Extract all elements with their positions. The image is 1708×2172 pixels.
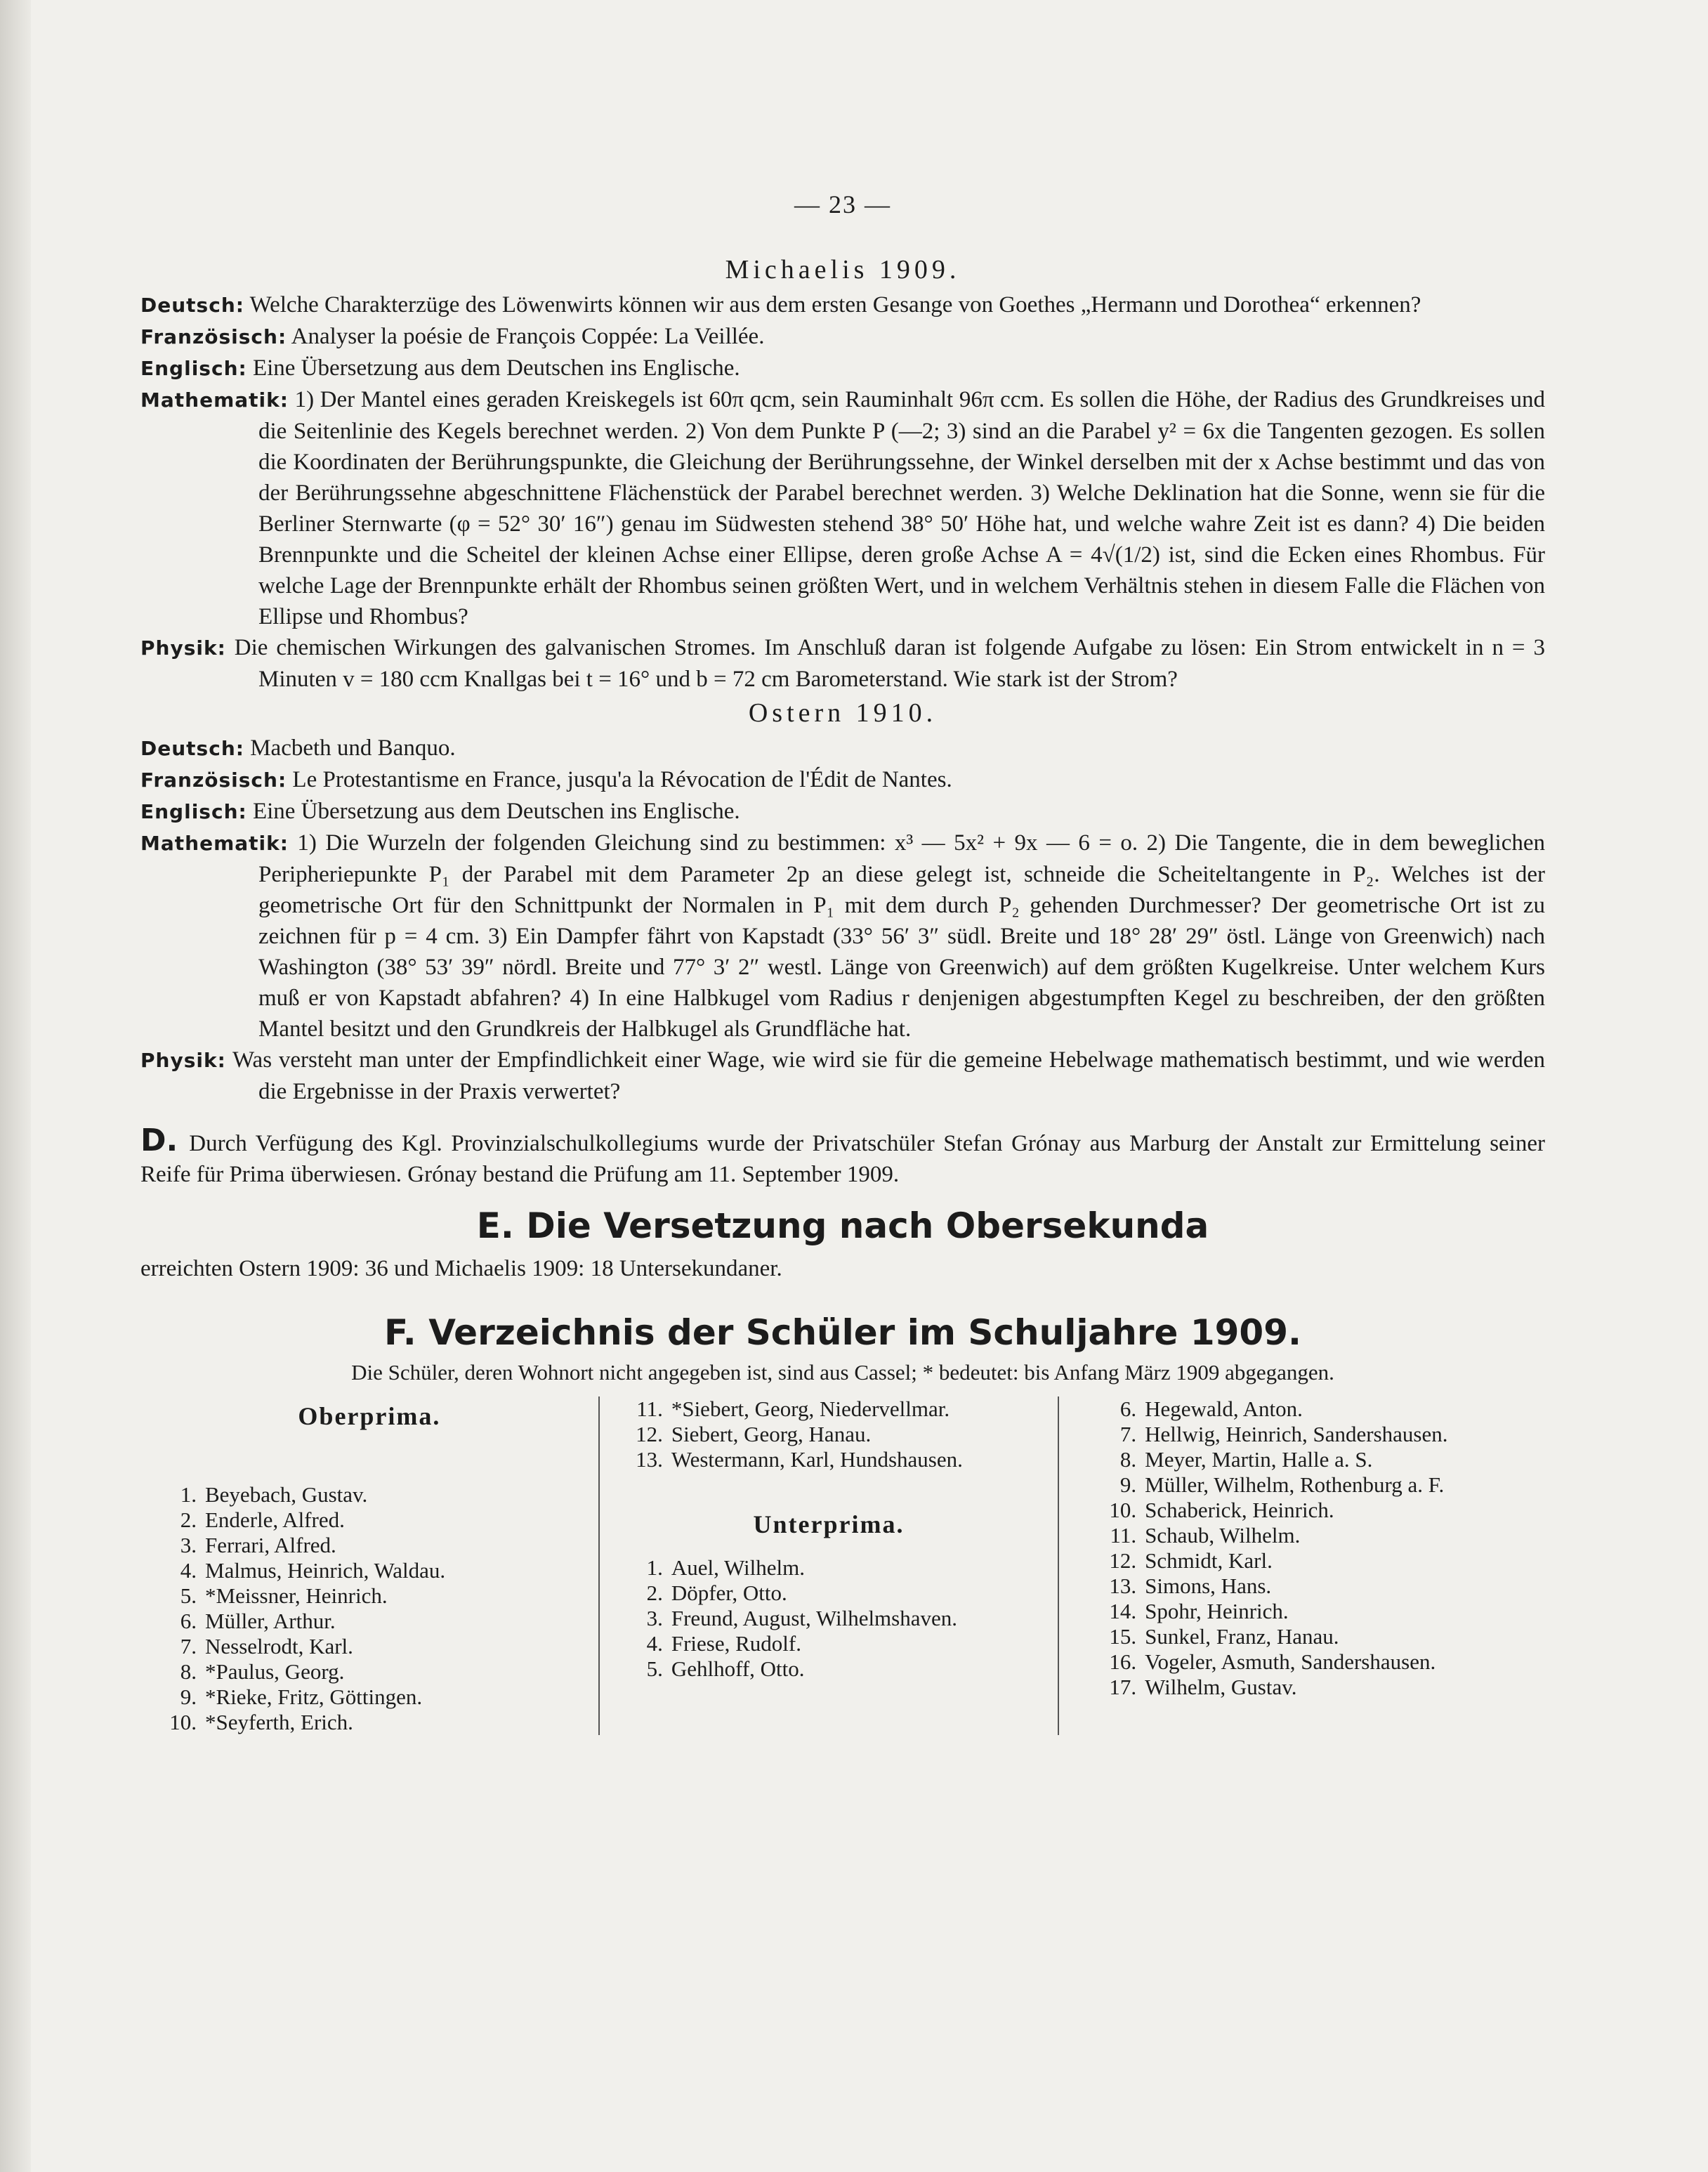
list-item — [140, 1558, 598, 1583]
exam-text: Welche Charakterzüge des Löwenwirts können wir aus dem ersten Gesange von Goethes „Hermann und Dorothea“ erkennen? — [249, 292, 1421, 318]
list-item — [140, 1609, 598, 1634]
exam-text: 1) Die Wurzeln der folgenden Gleichung sind zu bestimmen: x³ — 5x² + 9x — 6 = o. 2) Die Tangente, die in dem beweglichen Peripheriepunkte P₁ der Parabel mit dem Parameter 2p an diese gelegt ist, schneide die Scheiteltangente in P₂. Welches ist der geometrische Ort für den Schnittpunkt der Normalen in P₁ mit dem durch P₂ gehenden Durchmesser? Der geometrische Ort ist zu zeichnen für p = 4 cm. 3) Ein Dampfer fährt von Kapstadt (33° 56′ 3″ südl. Breite und 18° 28′ 29″ östl. Länge von Greenwich) nach Washington (38° 53′ 39″ nördl. Breite und 77° 3′ 2″ westl. Länge von Greenwich) auf dem größten Kugelkreise. Unter welchem Kurs muß er von Kapstadt abfahren? 4) In eine Halbkugel vom Radius r denjenigen abgestumpften Kegel zu beschreiben, der den größten Mantel besitzt und den Grundkreis der Halbkugel als Grundfläche hat. — [258, 830, 1546, 1042]
student-number: 16. — [1109, 1649, 1137, 1674]
list-item — [614, 1396, 1044, 1422]
student-number: 3. — [646, 1606, 663, 1630]
student-name: Simons, Hans. — [1145, 1574, 1272, 1598]
student-number: 1. — [646, 1555, 663, 1580]
exam-entry-englisch — [140, 353, 1545, 384]
list-item — [1087, 1396, 1545, 1422]
student-number: 17. — [1109, 1675, 1137, 1699]
student-number: 12. — [1109, 1548, 1137, 1573]
page-number: — 23 — — [794, 190, 891, 218]
exam-entry-franzoesisch — [140, 764, 1545, 796]
exam-text: Was versteht man unter der Empfindlichkeit einer Wage, wie wird sie für die gemeine Hebelwage mathematisch bestimmt, und wie werden die Ergebnisse in der Praxis verwertet? — [232, 1047, 1546, 1104]
column-spacer — [140, 1447, 598, 1482]
student-number: 12. — [636, 1422, 663, 1446]
student-number: 2. — [646, 1581, 663, 1605]
student-name: Vogeler, Asmuth, Sandershausen. — [1145, 1649, 1436, 1674]
subject-label: Französisch: — [140, 325, 287, 348]
student-name: Wilhelm, Gustav. — [1145, 1675, 1297, 1699]
student-name: Döpfer, Otto. — [671, 1581, 787, 1605]
list-item — [1087, 1523, 1545, 1548]
student-number: 13. — [636, 1447, 663, 1472]
student-name: *Meissner, Heinrich. — [205, 1583, 388, 1608]
list-item — [614, 1631, 1044, 1656]
exam-entry-deutsch — [140, 733, 1545, 764]
subject-label: Deutsch: — [140, 294, 244, 317]
student-number: 6. — [180, 1609, 197, 1633]
subject-label: Physik: — [140, 1049, 226, 1072]
list-item — [614, 1555, 1044, 1581]
subject-label: Französisch: — [140, 768, 287, 792]
page-binding-edge — [0, 0, 31, 2172]
section-f-heading: F. Verzeichnis der Schüler im Schuljahre 1909. — [384, 1312, 1301, 1353]
student-name: Spohr, Heinrich. — [1145, 1599, 1289, 1623]
list-item — [1087, 1472, 1545, 1498]
student-number: 9. — [180, 1684, 197, 1709]
student-number: 11. — [636, 1396, 663, 1421]
student-number: 15. — [1109, 1624, 1137, 1649]
student-name: Müller, Wilhelm, Rothenburg a. F. — [1145, 1472, 1445, 1497]
student-name: Schaberick, Heinrich. — [1145, 1498, 1334, 1522]
exam-text: Analyser la poésie de François Coppée: La Veillée. — [291, 324, 765, 349]
column-middle — [598, 1396, 1059, 1735]
list-item — [614, 1422, 1044, 1447]
list-item — [140, 1533, 598, 1558]
section-e-text: erreichten Ostern 1909: 36 und Michaelis 1909: 18 Untersekundaner. — [140, 1256, 782, 1281]
student-name: Friese, Rudolf. — [671, 1631, 801, 1656]
student-number: 9. — [1119, 1472, 1137, 1497]
list-item — [140, 1634, 598, 1659]
student-name: Hellwig, Heinrich, Sandershausen. — [1145, 1422, 1448, 1446]
column-left — [140, 1396, 598, 1735]
list-item — [140, 1684, 598, 1710]
student-number: 4. — [646, 1631, 663, 1656]
list-item — [1087, 1447, 1545, 1472]
subject-label: Mathematik: — [140, 388, 289, 412]
list-item — [140, 1710, 598, 1735]
subject-label: Englisch: — [140, 800, 247, 823]
exam-entry-franzoesisch — [140, 321, 1545, 353]
student-name: *Seyferth, Erich. — [205, 1710, 353, 1734]
subject-label: Deutsch: — [140, 737, 244, 760]
exam-entry-physik — [140, 1045, 1545, 1107]
student-name: Schmidt, Karl. — [1145, 1548, 1273, 1573]
exam-entry-deutsch — [140, 289, 1545, 321]
exam-text: Eine Übersetzung aus dem Deutschen ins Englische. — [252, 355, 740, 381]
student-number: 5. — [646, 1656, 663, 1681]
list-item — [1087, 1599, 1545, 1624]
list-item — [140, 1659, 598, 1684]
student-number: 3. — [180, 1533, 197, 1557]
list-item — [140, 1482, 598, 1507]
student-name: Siebert, Georg, Hanau. — [671, 1422, 872, 1446]
list-item — [614, 1581, 1044, 1606]
list-item — [140, 1507, 598, 1533]
michaelis-title: Michaelis 1909. — [725, 255, 961, 284]
list-item — [1087, 1548, 1545, 1574]
exam-text: Eine Übersetzung aus dem Deutschen ins Englische. — [252, 799, 740, 824]
student-name: Enderle, Alfred. — [205, 1507, 345, 1532]
student-number: 2. — [180, 1507, 197, 1532]
exam-text: Le Protestantisme en France, jusqu'a la Révocation de l'Édit de Nantes. — [292, 767, 952, 792]
student-name: *Rieke, Fritz, Göttingen. — [205, 1684, 423, 1709]
student-name: Nesselrodt, Karl. — [205, 1634, 353, 1659]
list-item — [1087, 1675, 1545, 1700]
student-number: 4. — [180, 1558, 197, 1583]
student-number: 14. — [1109, 1599, 1137, 1623]
student-number: 7. — [180, 1634, 197, 1659]
student-name: Ferrari, Alfred. — [205, 1533, 336, 1557]
exam-text: Macbeth und Banquo. — [250, 735, 456, 761]
student-name: Beyebach, Gustav. — [205, 1482, 368, 1507]
ostern-title: Ostern 1910. — [748, 698, 938, 728]
subject-label: Physik: — [140, 636, 226, 660]
list-item — [1087, 1498, 1545, 1523]
student-name: Müller, Arthur. — [205, 1609, 336, 1633]
michaelis-entries — [140, 289, 1545, 695]
column-right — [1059, 1396, 1545, 1735]
document-page — [140, 190, 1545, 1735]
exam-text: Die chemischen Wirkungen des galvanischen Stromes. Im Anschluß daran ist folgende Aufgabe zu lösen: Ein Strom entwickelt in n = 3 Minuten v = 180 ccm Knallgas bei t = 16° und b = 72 cm Barometerstand. Wie stark ist der Strom? — [234, 635, 1545, 692]
list-item — [614, 1606, 1044, 1631]
section-f-note: Die Schüler, deren Wohnort nicht angegeben ist, sind aus Cassel; * bedeutet: bis Anfang März 1909 abgegangen. — [351, 1360, 1334, 1385]
student-name: Schaub, Wilhelm. — [1145, 1523, 1301, 1548]
exam-entry-englisch — [140, 796, 1545, 827]
student-number: 6. — [1119, 1396, 1137, 1421]
student-number: 7. — [1119, 1422, 1137, 1446]
student-name: Meyer, Martin, Halle a. S. — [1145, 1447, 1373, 1472]
list-item — [614, 1656, 1044, 1682]
student-name: Gehlhoff, Otto. — [671, 1656, 805, 1681]
student-number: 8. — [180, 1659, 197, 1684]
unterprima-title: Unterprima. — [753, 1510, 905, 1538]
subject-label: Mathematik: — [140, 832, 289, 855]
student-number: 8. — [1119, 1447, 1137, 1472]
section-d-paragraph — [140, 1125, 1545, 1190]
exam-entry-mathematik — [140, 384, 1545, 632]
student-number: 1. — [180, 1482, 197, 1507]
student-number: 10. — [1109, 1498, 1137, 1522]
student-name: Westermann, Karl, Hundshausen. — [671, 1447, 963, 1472]
student-list-columns — [140, 1396, 1545, 1735]
subject-label: Englisch: — [140, 357, 247, 380]
exam-entry-physik — [140, 632, 1545, 695]
list-item — [140, 1583, 598, 1609]
student-name: *Paulus, Georg. — [205, 1659, 345, 1684]
student-number: 5. — [180, 1583, 197, 1608]
student-name: Sunkel, Franz, Hanau. — [1145, 1624, 1339, 1649]
list-item — [1087, 1422, 1545, 1447]
student-number: 11. — [1110, 1523, 1137, 1548]
student-name: Malmus, Heinrich, Waldau. — [205, 1558, 446, 1583]
list-item — [1087, 1649, 1545, 1675]
exam-text: 1) Der Mantel eines geraden Kreiskegels ist 60π qcm, sein Rauminhalt 96π ccm. Es sollen die Höhe, der Radius des Grundkreises und die Seitenlinie des Kegels berechnet werden. 2) Von dem Punkte P (—2; 3) sind an die Parabel y² = 6x die Tangenten gezogen. Es sollen die Koordinaten der Berührungspunkte, die Gleichung der Berührungssehne, der Winkel derselben mit der x Achse bestimmt und das von der Berührungssehne abgeschnittene Flächenstück der Parabel berechnet werden. 3) Welche Deklination hat die Sonne, wenn sie für die Berliner Sternwarte (φ = 52° 30′ 16″) genau im Südwesten stehend 38° 50′ Höhe hat, und welche wahre Zeit ist es dann? 4) Die beiden Brennpunkte und die Scheitel der kleinen Achse einer Ellipse, deren große Achse A = 4√(1/2) ist, sind die Ecken eines Rhombus. Für welche Lage der Brennpunkte erhält der Rhombus seinen größten Wert, und in welchem Verhältnis stehen in diesem Falle die Flächen von Ellipse und Rhombus? — [258, 387, 1545, 629]
section-d-letter: D. — [140, 1123, 178, 1158]
student-number: 10. — [169, 1710, 197, 1734]
student-name: Auel, Wilhelm. — [671, 1555, 806, 1580]
section-e-heading: E. Die Versetzung nach Obersekunda — [476, 1205, 1209, 1246]
list-item — [1087, 1574, 1545, 1599]
exam-entry-mathematik — [140, 827, 1545, 1045]
student-name: Hegewald, Anton. — [1145, 1396, 1303, 1421]
oberprima-title: Oberprima. — [298, 1402, 441, 1430]
student-name: Freund, August, Wilhelmshaven. — [671, 1606, 958, 1630]
list-item — [1087, 1624, 1545, 1649]
student-number: 13. — [1109, 1574, 1137, 1598]
list-item — [614, 1447, 1044, 1472]
section-d-text: Durch Verfügung des Kgl. Provinzialschulkollegiums wurde der Privatschüler Stefan Grónay aus Marburg der Anstalt zur Ermittelung seiner Reife für Prima überwiesen. Grónay bestand die Prüfung am 11. September 1909. — [140, 1131, 1545, 1187]
student-name: *Siebert, Georg, Niedervellmar. — [671, 1396, 950, 1421]
ostern-entries — [140, 733, 1545, 1107]
